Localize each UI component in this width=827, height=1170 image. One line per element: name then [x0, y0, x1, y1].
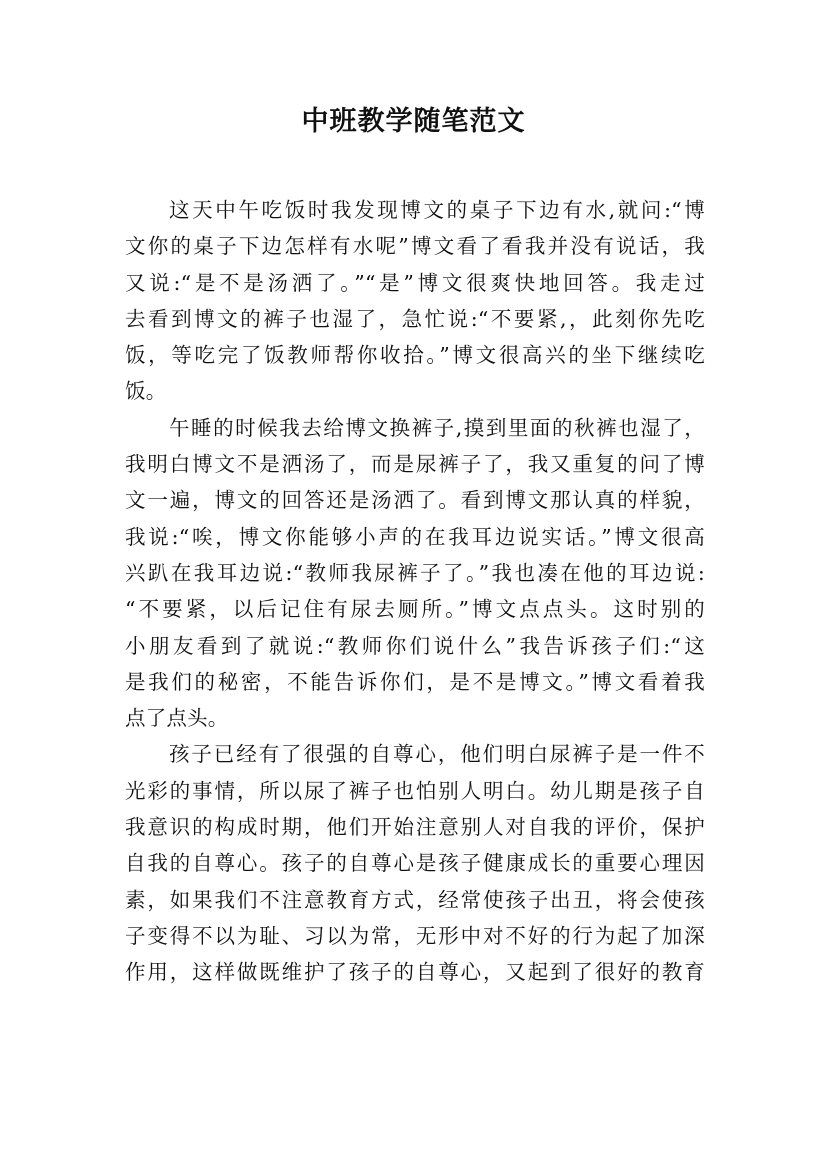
- text-line: “不要紧，以后记住有尿去厕所。”博文点点头。这时别的: [125, 597, 705, 622]
- text-line: 孩子已经有了很强的自尊心，他们明白尿裤子是一件不: [169, 742, 705, 767]
- text-line: 又说:“是不是汤洒了。”“是”博文很爽快地回答。我走过: [125, 270, 705, 295]
- text-line: 自我的自尊心。孩子的自尊心是孩子健康成长的重要心理因: [125, 851, 705, 876]
- text-line: 我意识的构成时期，他们开始注意别人对自我的评价，保护: [125, 815, 705, 840]
- document-body: [125, 192, 705, 991]
- text-line: 饭，等吃完了饭教师帮你收拾。”博文很高兴的坐下继续吃: [125, 343, 705, 368]
- text-line: 兴趴在我耳边说:“教师我尿裤子了。”我也凑在他的耳边说:: [125, 560, 705, 585]
- text-line: 小朋友看到了就说:“教师你们说什么”我告诉孩子们:“这: [125, 633, 705, 658]
- text-line: 是我们的秘密，不能告诉你们，是不是博文。”博文看着我: [125, 669, 705, 694]
- text-line: 素，如果我们不注意教育方式，经常使孩子出丑，将会使孩: [125, 887, 705, 912]
- text-line: 我明白博文不是洒汤了，而是尿裤子了，我又重复的问了博: [125, 452, 705, 477]
- text-line: 我说:“唉，博文你能够小声的在我耳边说实话。”博文很高: [125, 524, 705, 549]
- text-line: 点了点头。: [125, 706, 229, 731]
- text-line: 去看到博文的裤子也湿了，急忙说:“不要紧,，此刻你先吃: [125, 306, 705, 331]
- document-title: 中班教学随笔范文: [301, 106, 526, 137]
- text-line: 文你的桌子下边怎样有水呢”博文看了看我并没有说话，我: [125, 234, 705, 259]
- text-line: 午睡的时候我去给博文换裤子,摸到里面的秋裤也湿了，: [169, 415, 705, 440]
- text-line: 饭。: [125, 379, 167, 404]
- text-line: 文一遍，博文的回答还是汤洒了。看到博文那认真的样貌，: [125, 488, 705, 513]
- paragraph: [125, 736, 705, 990]
- text-line: 子变得不以为耻、习以为常，无形中对不好的行为起了加深: [125, 923, 705, 948]
- text-line: 这天中午吃饭时我发现博文的桌子下边有水,就问:“博: [169, 198, 705, 222]
- text-line: 作用，这样做既维护了孩子的自尊心，又起到了很好的教育: [125, 960, 705, 985]
- paragraph: [125, 192, 705, 410]
- paragraph: [125, 410, 705, 737]
- text-line: 光彩的事情，所以尿了裤子也怕别人明白。幼儿期是孩子自: [125, 778, 705, 803]
